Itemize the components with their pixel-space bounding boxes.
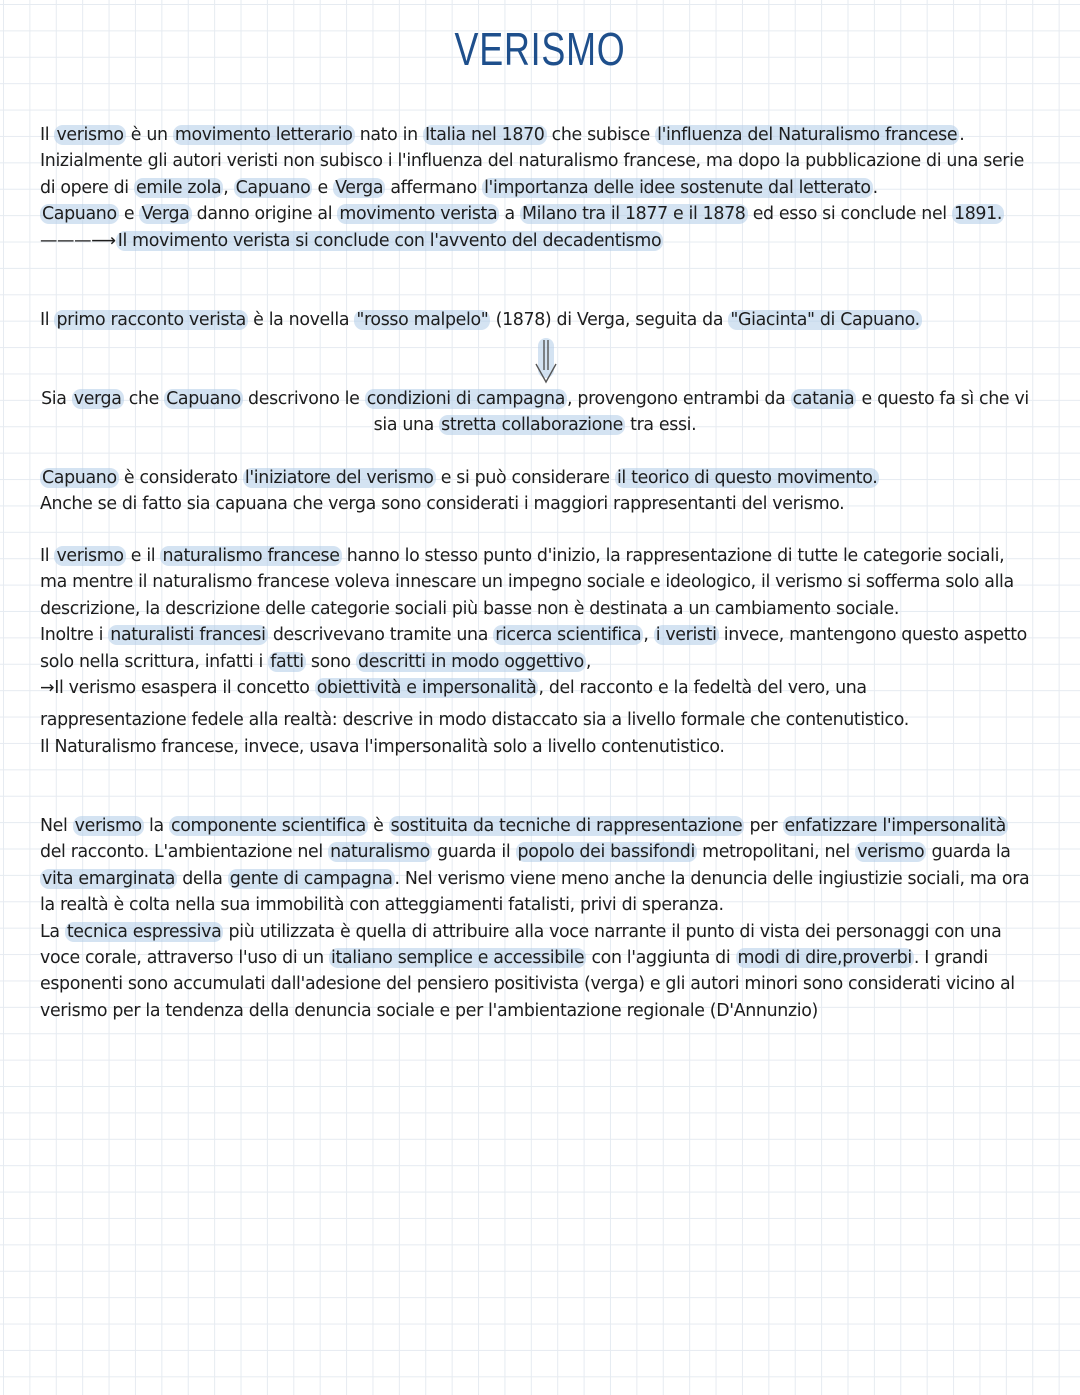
text-span: nato in — [354, 125, 423, 145]
technique-text — [40, 919, 1030, 1025]
highlight: "Giacinta" di Capuano. — [730, 310, 920, 330]
text-span: e — [312, 177, 334, 198]
highlight: 1891. — [953, 204, 1003, 225]
highlight: i veristi — [655, 625, 717, 646]
highlight: popolo dei bassifondi — [517, 842, 695, 863]
highlight: verismo — [74, 816, 142, 836]
text-span: . I grandi esponenti sono accumulati dall'adesione del pensiero positivista (verga) e gli autori minori sono considerati vicino al verismo per la tendenza della denuncia sociale e per l'ambientazione regionale (D'Annunzio) — [40, 948, 1015, 1021]
highlight: verismo — [857, 842, 925, 863]
highlight: italiano semplice e accessibile — [331, 948, 585, 969]
text-span: guarda la — [926, 842, 1011, 863]
highlight: l'iniziatore del verismo — [244, 468, 434, 488]
highlight: verismo — [56, 125, 124, 145]
intro-paragraph — [40, 122, 1030, 254]
highlight: Il movimento verista si conclude con l'avvento del decadentismo — [117, 230, 662, 251]
text-span: metropolitani, nel — [696, 842, 856, 863]
text-span: sono — [305, 651, 357, 672]
research-text — [40, 622, 1030, 675]
highlight: Verga — [335, 177, 384, 198]
highlight: movimento letterario — [174, 125, 353, 145]
both-authors-text — [30, 386, 1040, 439]
text-span: descrivevano tramite una — [267, 625, 494, 646]
text-span: Inoltre i — [40, 625, 109, 646]
text-span: per — [744, 816, 783, 836]
highlight: l'influenza del Naturalismo francese — [657, 125, 958, 145]
right-arrow-icon: ———⟶ — [40, 230, 116, 251]
text-span: , — [585, 651, 592, 672]
text-span: più utilizzata è quella di attribuire alla voce narrante il punto di vista dei personaggi con una voce corale, attraverso l'uso di un — [40, 921, 1002, 969]
highlight: componente scientifica — [171, 816, 366, 836]
text-span: che subisce — [546, 125, 656, 145]
highlight: naturalisti francesi — [110, 625, 266, 646]
scientific-text — [40, 813, 1030, 919]
comparison-text — [40, 543, 1030, 622]
text-span: del racconto. L'ambientazione nel — [40, 842, 329, 863]
scientific-paragraph — [40, 813, 1030, 1024]
highlight: naturalismo — [330, 842, 430, 863]
text-span: Nel — [40, 816, 73, 836]
text-span: Il verismo esaspera il concetto — [54, 678, 315, 699]
highlight: Capuano — [42, 204, 117, 225]
first-story-text — [40, 307, 1030, 333]
text-span: hanno lo stesso punto d'inizio, la rappresentazione di tutte le categorie sociali, ma mentre il naturalismo francese voleva innescare un impegno sociale e ideologico, il verismo si sofferma solo alla descrizione, la descrizione delle categorie sociali più basse non è destinata a un cambiamento sociale. — [40, 546, 1014, 619]
text-span: affermano — [385, 177, 483, 198]
highlight: verga — [73, 389, 122, 409]
highlight: gente di campagna — [229, 868, 393, 889]
text-span: e si può considerare — [435, 468, 615, 488]
highlight: vita emarginata — [42, 868, 176, 889]
highlight: Milano tra il 1877 e il 1878 — [522, 204, 746, 225]
highlight: movimento verista — [339, 204, 498, 225]
text-span: Sia — [41, 389, 72, 409]
highlight: descritti in modo oggettivo — [358, 651, 584, 672]
text-span: è un — [125, 125, 173, 145]
text-span: invece, mantengono questo aspetto solo nella scrittura, infatti i — [40, 625, 1027, 672]
text-span: e — [118, 204, 140, 225]
initiator-paragraph — [40, 465, 1030, 518]
naturalism-impersonality-text: Il Naturalismo francese, invece, usava l'impersonalità solo a livello contenutistico. — [40, 736, 725, 757]
text-span: è la novella — [247, 310, 355, 330]
highlight: primo racconto verista — [56, 310, 246, 330]
text-span: con l'aggiunta di — [586, 948, 736, 969]
text-span: della — [177, 868, 228, 889]
highlight: catania — [792, 389, 855, 409]
highlight: verismo — [56, 546, 124, 566]
text-span: e il — [125, 546, 161, 566]
text-span: la — [143, 816, 169, 836]
text-span: danno origine al — [191, 204, 338, 225]
comparison-paragraph — [40, 543, 1030, 760]
both-authors-paragraph — [30, 386, 1040, 439]
right-arrow-icon: → — [40, 678, 55, 699]
highlight: enfatizzare l'impersonalità — [784, 816, 1006, 836]
down-arrow-icon — [532, 338, 560, 386]
highlight: naturalismo francese — [162, 546, 340, 566]
text-span: è considerato — [118, 468, 243, 488]
highlight: Capuano — [166, 389, 241, 409]
text-span: guarda il — [431, 842, 516, 863]
highlight: Italia nel 1870 — [424, 125, 545, 145]
highlight: "rosso malpelo" — [356, 310, 489, 330]
highlight: condizioni di campagna — [366, 389, 566, 409]
page-title: VERISMO — [454, 23, 626, 75]
representatives-text: Anche se di fatto sia capuana che verga sono considerati i maggiori rappresentanti del verismo. — [40, 494, 845, 515]
highlight: Capuano — [235, 177, 311, 198]
text-span: . — [872, 177, 878, 198]
objectivity-text — [40, 675, 1030, 701]
highlight: l'importanza delle idee sostenute dal letterato — [484, 177, 871, 198]
origin-text — [40, 201, 1030, 254]
highlight: sostituita da tecniche di rappresentazione — [390, 816, 743, 836]
text-span: La — [40, 921, 65, 942]
highlight: Capuano — [42, 468, 117, 488]
text-span: che — [123, 389, 165, 409]
highlight: fatti — [270, 651, 304, 672]
highlight: ricerca scientifica — [495, 625, 642, 646]
text-span: tra essi. — [624, 415, 697, 436]
text-span: a — [499, 204, 520, 225]
highlight: emile zola — [135, 177, 222, 198]
initiator-text — [40, 465, 1030, 491]
highlight: obiettività e impersonalità — [316, 678, 537, 699]
highlight: il teorico di questo movimento. — [616, 468, 878, 488]
text-span: Il — [40, 125, 55, 145]
intro-text — [40, 122, 1030, 201]
text-span: . Inizialmente gli autori veristi non subisco i l'influenza del naturalismo francese, ma dopo la pubblicazione di una serie di opere di — [40, 125, 1024, 198]
text-span: , provengono entrambi da — [567, 389, 791, 409]
text-span: (1878) di Verga, seguita da — [490, 310, 729, 330]
highlight: Verga — [141, 204, 190, 225]
text-span: , — [643, 625, 654, 646]
text-span: ed esso si conclude nel — [747, 204, 952, 225]
text-span: , del racconto e la fedeltà del vero, una — [538, 678, 867, 699]
highlight: stretta collaborazione — [441, 415, 623, 436]
text-span: Il — [40, 310, 55, 330]
text-span: , — [223, 177, 234, 198]
text-span: Il — [40, 546, 55, 566]
text-span: è — [367, 816, 389, 836]
highlight: modi di dire,proverbi — [737, 948, 912, 969]
faithful-representation-text: rappresentazione fedele alla realtà: descrive in modo distaccato sia a livello formale che contenutistico. — [40, 710, 909, 731]
text-span: . Nel verismo viene meno anche la denuncia delle ingiustizie sociali, ma ora la realtà è colta nella sua immobilità con atteggiamenti fatalisti, privi di speranza. — [40, 868, 1030, 916]
text-span: descrivono le — [242, 389, 365, 409]
first-story-paragraph — [40, 307, 1030, 333]
text-span: e questo fa sì che vi sia una — [373, 389, 1029, 436]
highlight: tecnica espressiva — [66, 921, 222, 942]
